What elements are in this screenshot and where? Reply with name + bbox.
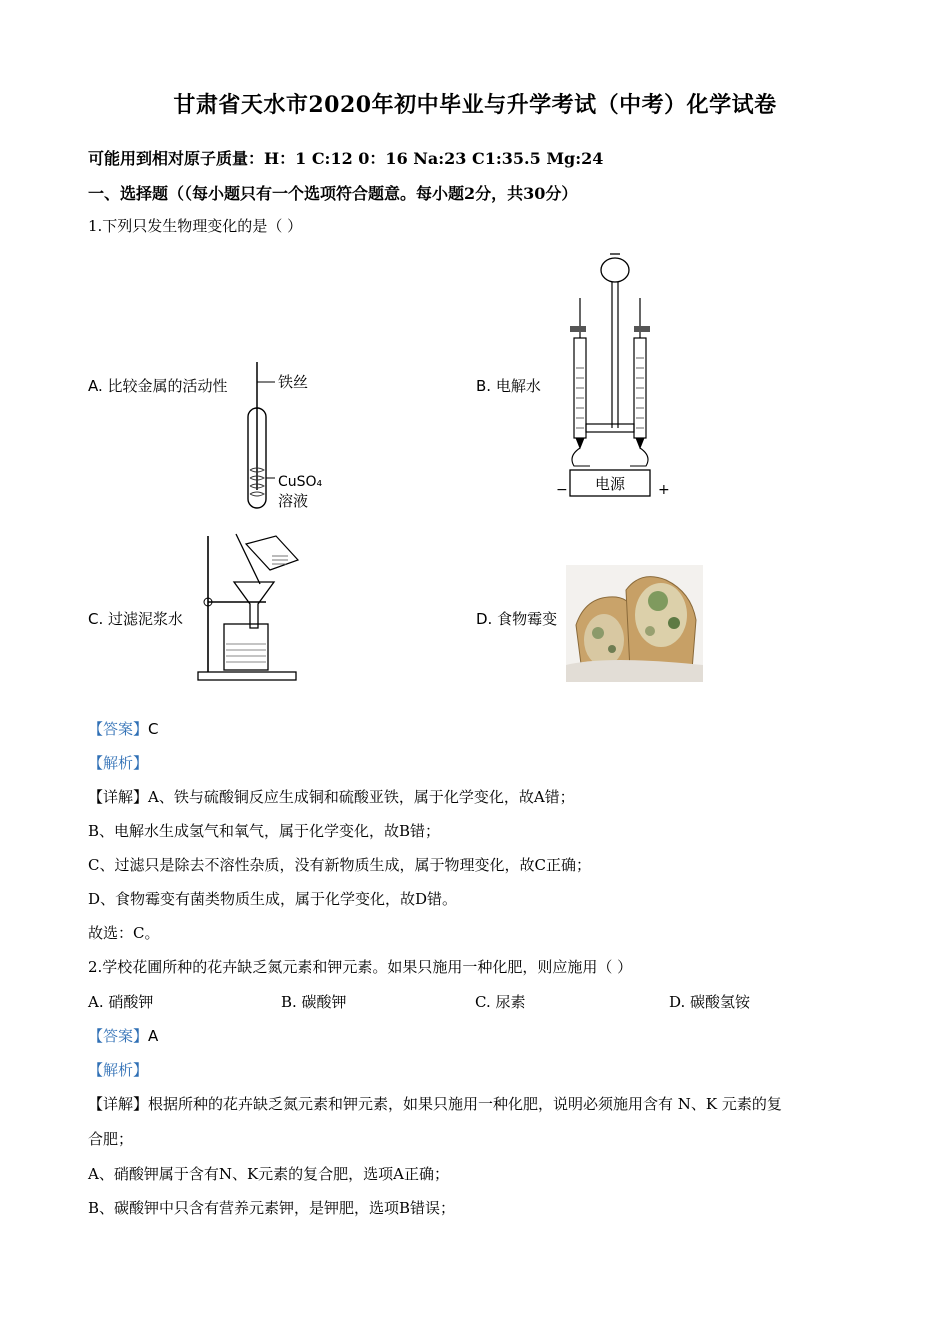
q1-answer: C [148,720,159,738]
answer-tag: 【答案】 [88,720,149,738]
section-heading: 一、选择题（（每小题只有一个选项符合题意。每小题2分，共30分） [88,184,578,203]
q2-answer-line [88,1025,158,1046]
q2-stem: 2.学校花圃所种的花卉缺乏氮元素和钾元素。如果只施用一种化肥，则应施用（ ） [88,958,633,976]
q1-option-b: B. 电解水 [476,377,541,395]
electrolysis-figure [550,248,680,503]
detail-tag: 【详解】 [88,1095,149,1113]
q2-option-c: C. 尿素 [475,993,526,1011]
q2-detail-line1 [88,1093,782,1114]
cuso4-label: CuSO₄ [278,474,323,490]
q1-option-c: C. 过滤泥浆水 [88,610,184,628]
q1-detail-2: C、过滤只是除去不溶性杂质，没有新物质生成，属于物理变化，故C正确； [88,856,591,874]
q2-option-b: B. 碳酸钾 [281,993,347,1011]
power-source-label: 电源 [594,475,626,493]
q2-analysis-tag: 【解析】 [88,1061,149,1079]
q1-option-a: A. 比较金属的活动性 [88,377,228,395]
solution-label: 溶液 [278,492,309,510]
q1-stem: 1.下列只发生物理变化的是（ ） [88,217,303,235]
answer-tag: 【答案】 [88,1027,149,1045]
iron-wire-label: 铁丝 [278,373,309,391]
q2-option-a: A. 硝酸钾 [88,993,154,1011]
test-tube-figure [240,360,340,515]
q1-detail-1: B、电解水生成氢气和氧气，属于化学变化，故B错； [88,822,441,840]
negative-label: − [556,482,568,498]
detail-tag: 【详解】 [88,788,149,806]
q1-analysis-tag: 【解析】 [88,754,149,772]
positive-label: + [658,482,670,498]
q2-detail-1: B、碳酸钾中只含有营养元素钾，是钾肥，选项B错误； [88,1199,456,1217]
q2-detail-line2: 合肥； [88,1130,134,1148]
q2-answer: A [148,1027,159,1045]
q1-detail-0 [88,786,575,807]
filtration-figure [194,532,304,684]
q2-option-d: D. 碳酸氢铵 [669,993,751,1011]
q1-detail-4: 故选：C。 [88,924,160,942]
q1-answer-line [88,718,159,739]
moldy-bread-image [566,565,703,682]
q1-detail-text-0: A、铁与硫酸铜反应生成铜和硫酸亚铁，属于化学变化，故A错； [148,788,575,806]
page-title: 甘肃省天水市2020年初中毕业与升学考试（中考）化学试卷 [173,92,777,118]
q1-option-d: D. 食物霉变 [476,610,558,628]
q2-detail-text-1: 根据所种的花卉缺乏氮元素和钾元素，如果只施用一种化肥，说明必须施用含有 N、K 元素的复 [148,1095,782,1113]
atomic-masses: 可能用到相对原子质量：H：1 C:12 0：16 Na:23 C1:35.5 Mg:24 [88,149,604,168]
q2-detail-0: A、硝酸钾属于含有N、K元素的复合肥，选项A正确； [88,1165,449,1183]
q1-detail-3: D、食物霉变有菌类物质生成，属于化学变化，故D错。 [88,890,458,908]
